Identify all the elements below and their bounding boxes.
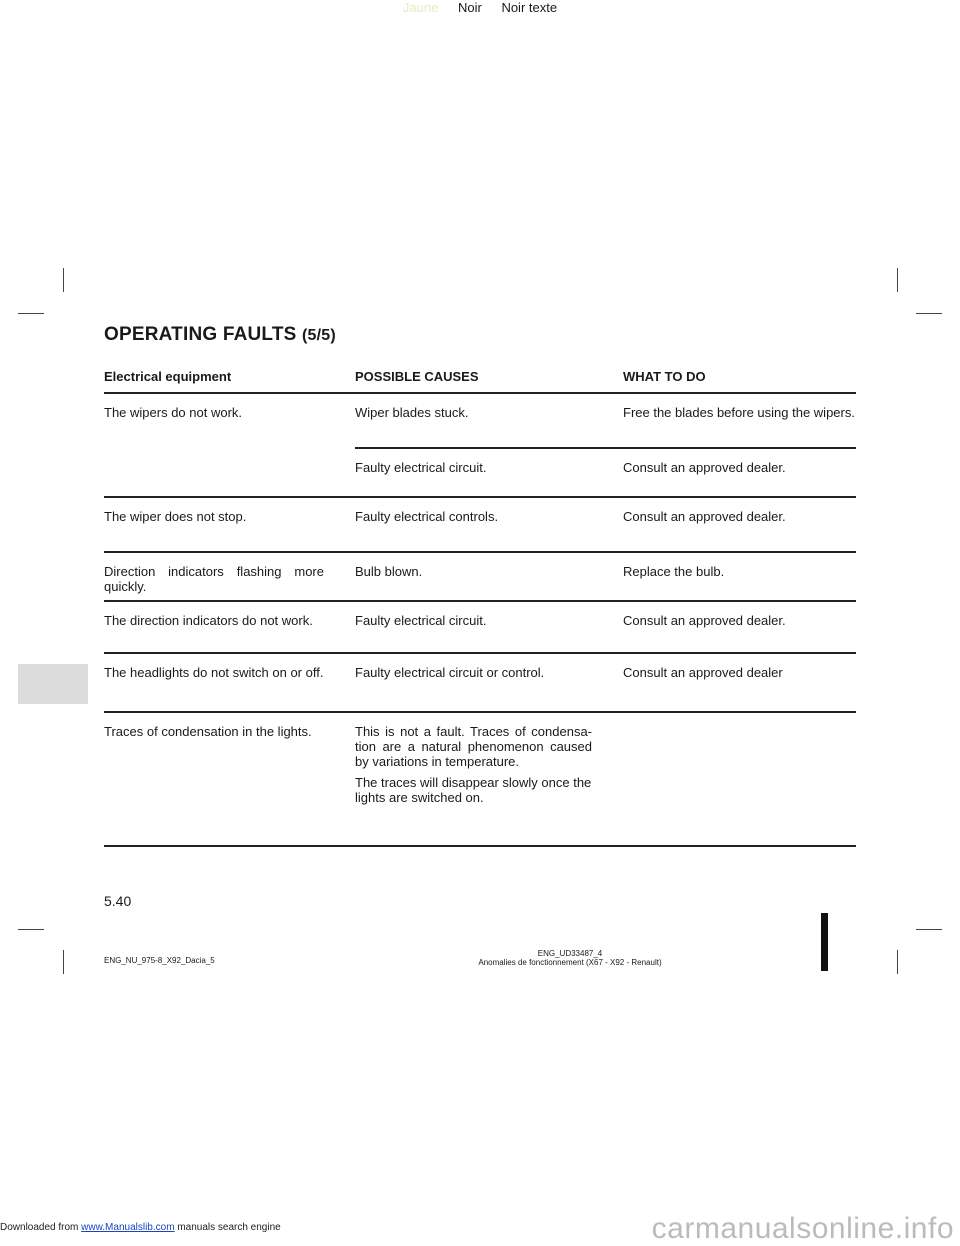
action-cell: Consult an approved dealer. [623,460,786,475]
cause-cell: Faulty electrical circuit. [355,460,487,475]
crop-mark [18,929,44,930]
equipment-cell: The wipers do not work. [104,405,243,420]
header-possible-causes: POSSIBLE CAUSES [355,369,479,384]
table-divider [104,711,856,713]
action-cell: Consult an approved dealer. [623,613,786,628]
color-separation-labels [0,0,960,15]
header-what-to-do: WHAT TO DO [623,369,706,384]
footer-left-ref: ENG_NU_975-8_X92_Dacia_5 [104,956,215,965]
cause-cell [355,724,592,811]
action-cell: Consult an approved dealer [623,665,783,680]
cause-paragraph: This is not a fault. Traces of condensa-tion are a natural phenomenon caused by variations in temperature. [355,724,592,769]
crop-mark [897,268,898,292]
table-divider [104,496,856,498]
equipment-cell: The wiper does not stop. [104,509,247,524]
page-title-part: (5/5) [301,327,336,344]
table-subdivider [355,447,856,449]
footer-right-line-2: Anomalies de fonctionnement (X67 - X92 - Renault) [478,958,662,967]
table-divider [104,551,856,553]
equipment-cell: The direction indicators do not work. [104,613,313,628]
crop-mark [916,929,942,930]
page-title-main: OPERATING FAULTS [104,324,297,345]
table-divider [104,600,856,602]
chapter-side-tab [18,664,88,704]
cause-cell: Faulty electrical circuit. [355,613,487,628]
crop-mark [916,313,942,314]
cause-cell: Bulb blown. [355,564,423,579]
manualslib-link[interactable]: www.Manualslib.com [81,1222,175,1233]
crop-mark [897,950,898,974]
page-number: 5.40 [104,893,132,909]
equipment-cell: The headlights do not switch on or off. [104,665,324,680]
color-label-noir: Noir [457,0,482,15]
equipment-cell: Traces of condensation in the lights. [104,724,312,739]
table-divider [104,845,856,847]
header-electrical-equipment: Electrical equipment [104,369,232,384]
cause-cell: Faulty electrical circuit or control. [355,665,545,680]
color-label-jaune: Jaune [402,0,439,15]
cause-cell: Faulty electrical controls. [355,509,499,524]
color-label-noir-texte: Noir texte [501,0,558,15]
page-edge-marker [821,913,828,971]
footer-right-line-1: ENG_UD33487_4 [537,949,603,958]
banner-suffix: manuals search engine [177,1222,281,1233]
footer-right-ref [470,949,670,967]
table-divider [104,392,856,394]
equipment-cell: Direction indicators flashing more quickly. [104,564,324,594]
table-divider [104,652,856,654]
crop-mark [63,950,64,974]
action-cell: Free the blades before using the wipers. [623,405,855,420]
download-banner [0,1222,281,1233]
action-cell: Consult an approved dealer. [623,509,786,524]
crop-mark [63,268,64,292]
action-cell: Replace the bulb. [623,564,725,579]
cause-paragraph: The traces will disappear slowly once the lights are switched on. [355,775,592,805]
page-title [104,324,336,346]
cause-cell: Wiper blades stuck. [355,405,469,420]
banner-prefix: Downloaded from [0,1222,79,1233]
watermark-text: carmanualsonline.info [651,1212,954,1245]
crop-mark [18,313,44,314]
